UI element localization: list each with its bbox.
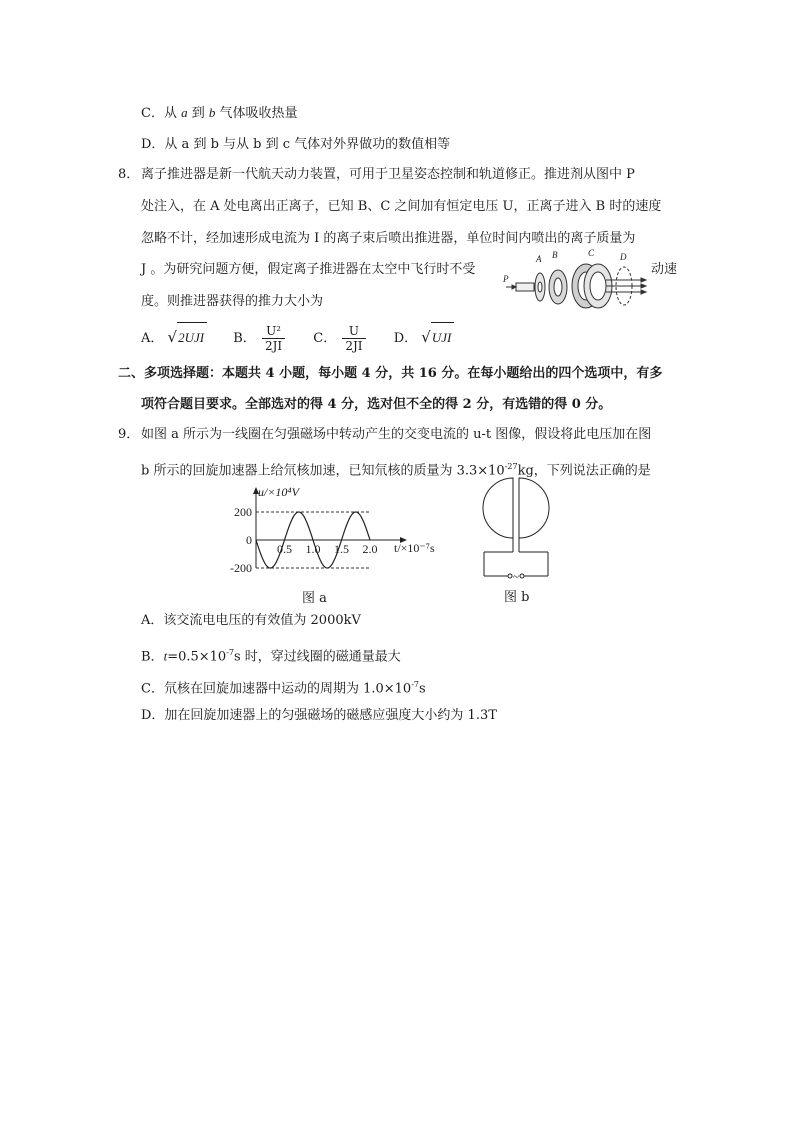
- q9-option-c-exponent: -7: [411, 680, 419, 689]
- label-b: B: [552, 250, 558, 260]
- q8-option-a-label: A．: [141, 331, 164, 346]
- q8-options: [141, 322, 476, 354]
- q8-line-5: 度。则推进器获得的推力大小为: [141, 294, 324, 309]
- q7-option-c-post: 气体吸收热量: [215, 106, 298, 121]
- x-tick-label: 0.5: [277, 542, 292, 556]
- y-tick-label: -200: [230, 561, 252, 575]
- label-a: A: [536, 254, 542, 264]
- cyclotron-figure: [480, 470, 560, 584]
- q9-line-1: 如图 a 所示为一线圈在匀强磁场中转动产生的交变电流的 u-t 图像，假设将此电压加在图: [141, 427, 652, 442]
- q8-option-d: [394, 322, 455, 354]
- x-tick-label: 2.0: [362, 542, 378, 556]
- q8-option-b: [233, 324, 287, 354]
- q8-line-1: 离子推进器是新一代航天动力装置，可用于卫星姿态控制和轨道修正。推进剂从图中 P: [141, 167, 635, 182]
- q8-option-b-label: B．: [233, 331, 256, 346]
- q9-number: 9．: [118, 427, 140, 442]
- q9-option-b-exponent: -7: [226, 648, 234, 657]
- q8-line-3: 忽略不计，经加速形成电流为 I 的离子束后喷出推进器，单位时间内喷出的离子质量为: [141, 231, 636, 246]
- q7-option-c-var-b: b: [208, 105, 216, 120]
- q8-option-a: [141, 322, 207, 354]
- q8-option-c-fraction: [342, 324, 365, 353]
- q9-line-2: [141, 458, 651, 480]
- q9-option-b-pre: B．: [141, 649, 164, 665]
- q8-option-c-denominator: 2JI: [345, 339, 363, 353]
- q8-option-a-expr: 2UJI: [177, 322, 207, 353]
- label-p: P: [503, 274, 509, 284]
- q8-option-d-expr: UJI: [431, 322, 455, 353]
- q7-option-c: [141, 104, 298, 123]
- q9-option-b-mid: =0.5×10: [167, 649, 227, 665]
- q9-option-b: [141, 644, 401, 666]
- q9-option-c: [141, 676, 426, 698]
- dee-left: [483, 478, 513, 538]
- q8-option-c: [313, 324, 367, 354]
- x-axis-label: t/×10⁻⁷s: [394, 541, 435, 555]
- y-tick-label: 0: [246, 533, 252, 547]
- q9-option-a: A．该交流电电压的有效值为 2000kV: [141, 613, 361, 628]
- q7-option-c-mid: 到: [187, 106, 209, 121]
- q9-option-c-post: s: [419, 681, 426, 697]
- y-tick-label: 200: [234, 505, 252, 519]
- q8-option-b-denominator: 2JI: [264, 339, 283, 353]
- dee-right: [519, 478, 549, 538]
- q9-option-c-pre: C．氘核在回旋加速器中运动的周期为 1.0×10: [141, 681, 412, 697]
- label-c: C: [588, 248, 595, 258]
- q7-option-c-var-a: a: [181, 105, 188, 120]
- q9-line-2-exponent: -27: [504, 462, 518, 471]
- q9-option-b-post: s 时，穿过线圈的磁通量最大: [234, 649, 401, 665]
- q8-option-d-label: D．: [393, 331, 418, 346]
- label-d: D: [620, 252, 627, 262]
- q8-option-c-label: C．: [313, 331, 337, 346]
- q8-line-2: 处注入，在 A 处电离出正离子，已知 B、C 之间加有恒定电压 U，正离子进入 B 时的速度: [141, 199, 662, 214]
- u-t-chart: [222, 484, 452, 586]
- q7-option-c-pre: C．从: [141, 106, 182, 121]
- ion-thruster-figure: [502, 248, 652, 312]
- x-tick-label: 1.5: [334, 542, 349, 556]
- section-2-heading-line-2: 项符合题目要求。全部选对的得 4 分，选对但不全的得 2 分，有选错的得 0 分。: [141, 397, 612, 412]
- q8-option-c-numerator: U: [342, 324, 365, 339]
- q8-option-b-fraction: [262, 324, 285, 353]
- q8-line-4-right: 动速: [651, 262, 678, 277]
- q9-line-2-post: kg，下列说法正确的是: [517, 463, 651, 479]
- sqrt-icon: √: [167, 328, 178, 346]
- section-2-heading-line-1: 二、多项选择题：本题共 4 小题，每小题 4 分，共 16 分。在每小题给出的四个选项中，有多: [118, 366, 663, 381]
- figure-a-caption: 图 a: [302, 591, 327, 606]
- x-tick-label: 1.0: [305, 542, 321, 556]
- q8-line-4-left: J 。为研究问题方便，假定离子推进器在太空中飞行时不受: [141, 262, 476, 277]
- q9-option-d: D．加在回旋加速器上的匀强磁场的磁感应强度大小约为 1.3T: [141, 708, 497, 723]
- figure-b-caption: 图 b: [504, 590, 530, 605]
- sqrt-icon: √: [421, 328, 431, 346]
- q9-line-2-pre: b 所示的回旋加速器上给氘核加速，已知氘核的质量为 3.3×10: [141, 463, 505, 479]
- q9-option-b-var-t: t: [163, 648, 168, 664]
- q7-option-d: D．从 a 到 b 与从 b 到 c 气体对外界做功的数值相等: [141, 137, 451, 152]
- y-axis-label: u/×10⁴V: [258, 485, 299, 499]
- q8-option-b-numerator: U²: [262, 324, 285, 339]
- q8-number: 8．: [118, 167, 140, 182]
- ac-source-icon: ~: [513, 571, 519, 583]
